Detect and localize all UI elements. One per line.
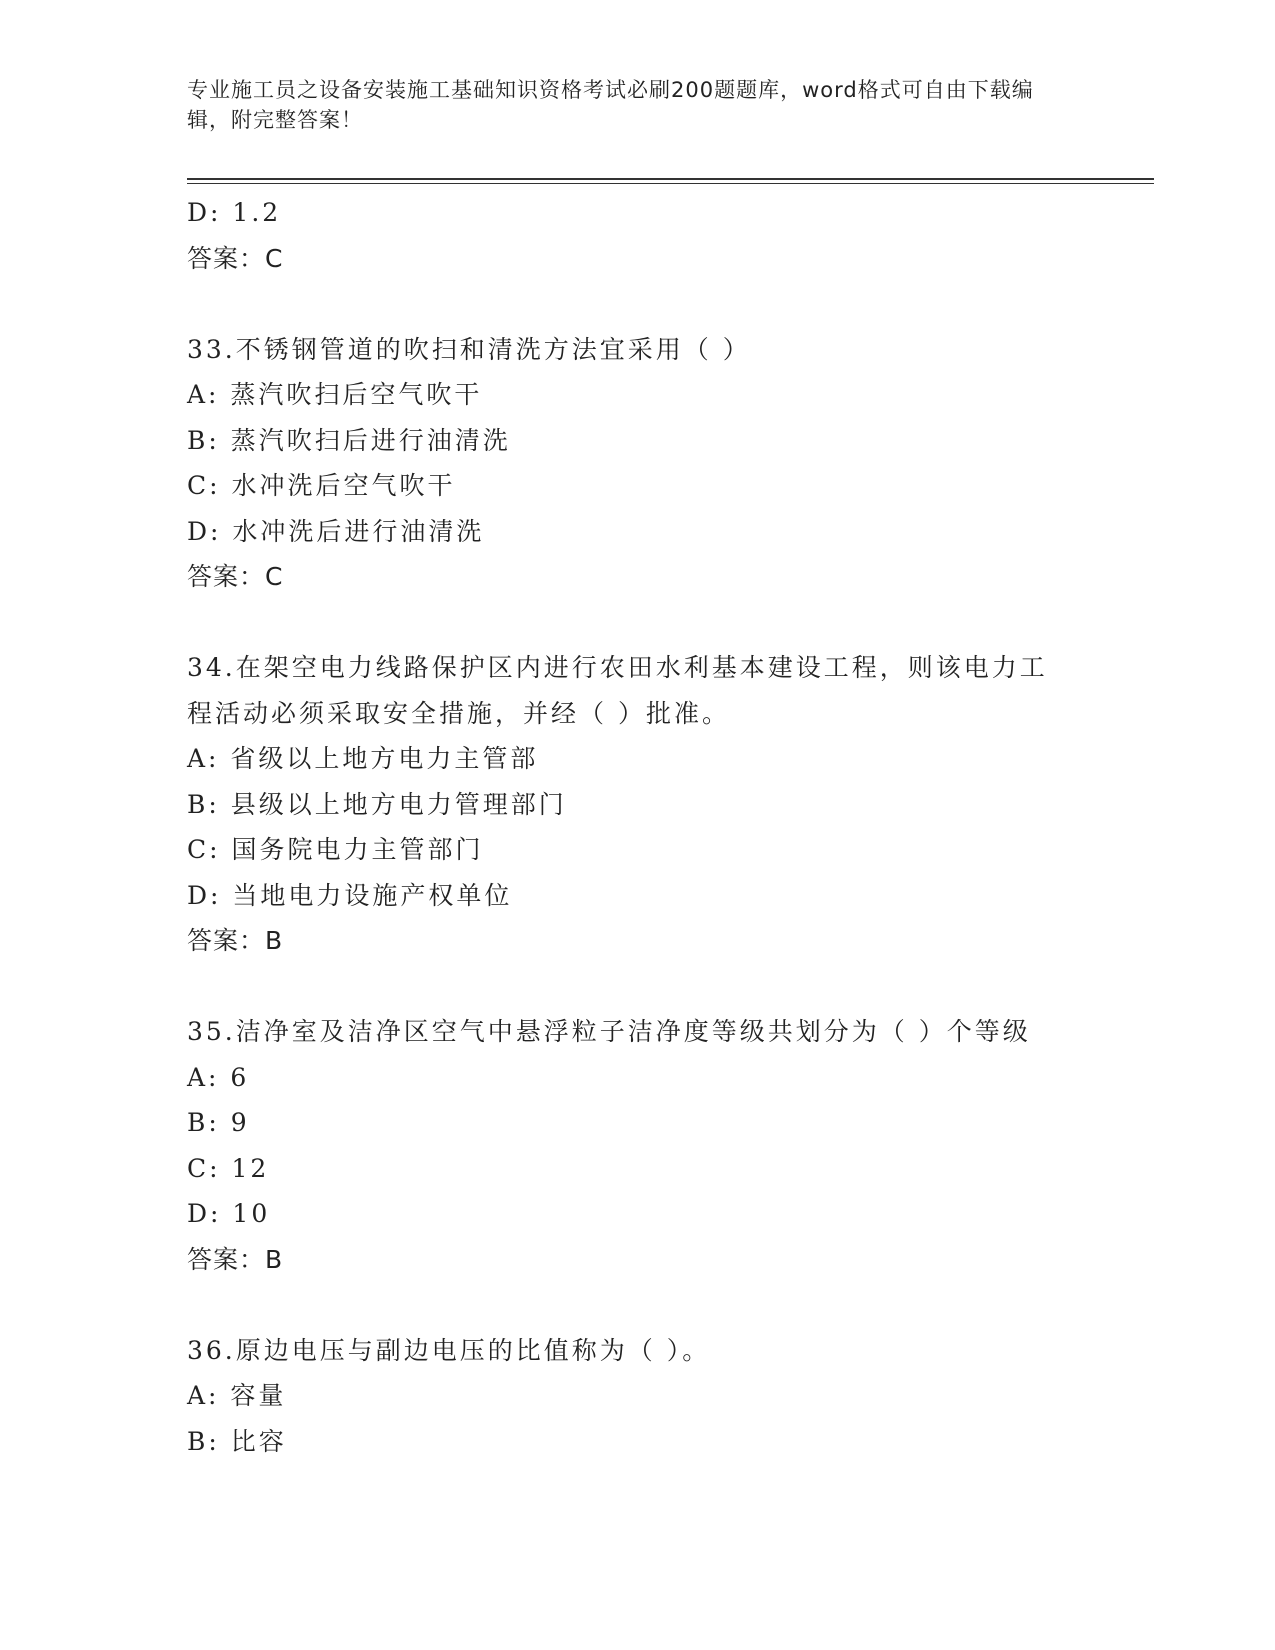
header-rule-thin	[187, 183, 1154, 184]
option-b: B: 蒸汽吹扫后进行油清洗	[187, 425, 511, 455]
spacer	[187, 1282, 1087, 1328]
question-content	[187, 190, 1087, 1464]
spacer	[187, 964, 1087, 1010]
spacer	[187, 600, 1087, 646]
option-c: C: 水冲洗后空气吹干	[187, 471, 456, 500]
option-b: B: 县级以上地方电力管理部门	[187, 789, 567, 819]
answer-line: 答案：B	[187, 926, 284, 955]
question-text-line1: 34.在架空电力线路保护区内进行农田水利基本建设工程，则该电力工	[187, 653, 1048, 682]
question-text: 33.不锈钢管道的吹扫和清洗方法宜采用（ ）	[187, 334, 751, 364]
option-a: A: 蒸汽吹扫后空气吹干	[187, 380, 483, 409]
option-d: D: 10	[187, 1199, 271, 1228]
option-c: C: 12	[187, 1153, 270, 1183]
option-c: C: 国务院电力主管部门	[187, 835, 484, 864]
option-a: A: 容量	[187, 1381, 287, 1410]
option-d: D: 1.2	[187, 198, 282, 227]
option-d: D: 当地电力设施产权单位	[187, 880, 513, 910]
option-d: D: 水冲洗后进行油清洗	[187, 516, 485, 546]
question-text: 36.原边电压与副边电压的比值称为（ ）。	[187, 1335, 711, 1365]
document-header: 专业施工员之设备安装施工基础知识资格考试必刷200题题库，word格式可自由下载编辑，附完整答案！	[187, 78, 1034, 132]
header-rule-thick	[187, 178, 1154, 180]
answer-line: 答案：B	[187, 1244, 284, 1274]
question-text-line2: 程活动必须采取安全措施，并经（ ）批准。	[187, 698, 730, 728]
option-a: A: 省级以上地方电力主管部	[187, 744, 539, 773]
answer-line: 答案：C	[187, 243, 284, 273]
question-text: 35.洁净室及洁净区空气中悬浮粒子洁净度等级共划分为（ ）个等级	[187, 1017, 1031, 1046]
spacer	[187, 281, 1087, 327]
answer-line: 答案：C	[187, 562, 284, 591]
option-b: B: 9	[187, 1108, 250, 1137]
option-b: B: 比容	[187, 1426, 287, 1456]
option-a: A: 6	[187, 1062, 250, 1092]
